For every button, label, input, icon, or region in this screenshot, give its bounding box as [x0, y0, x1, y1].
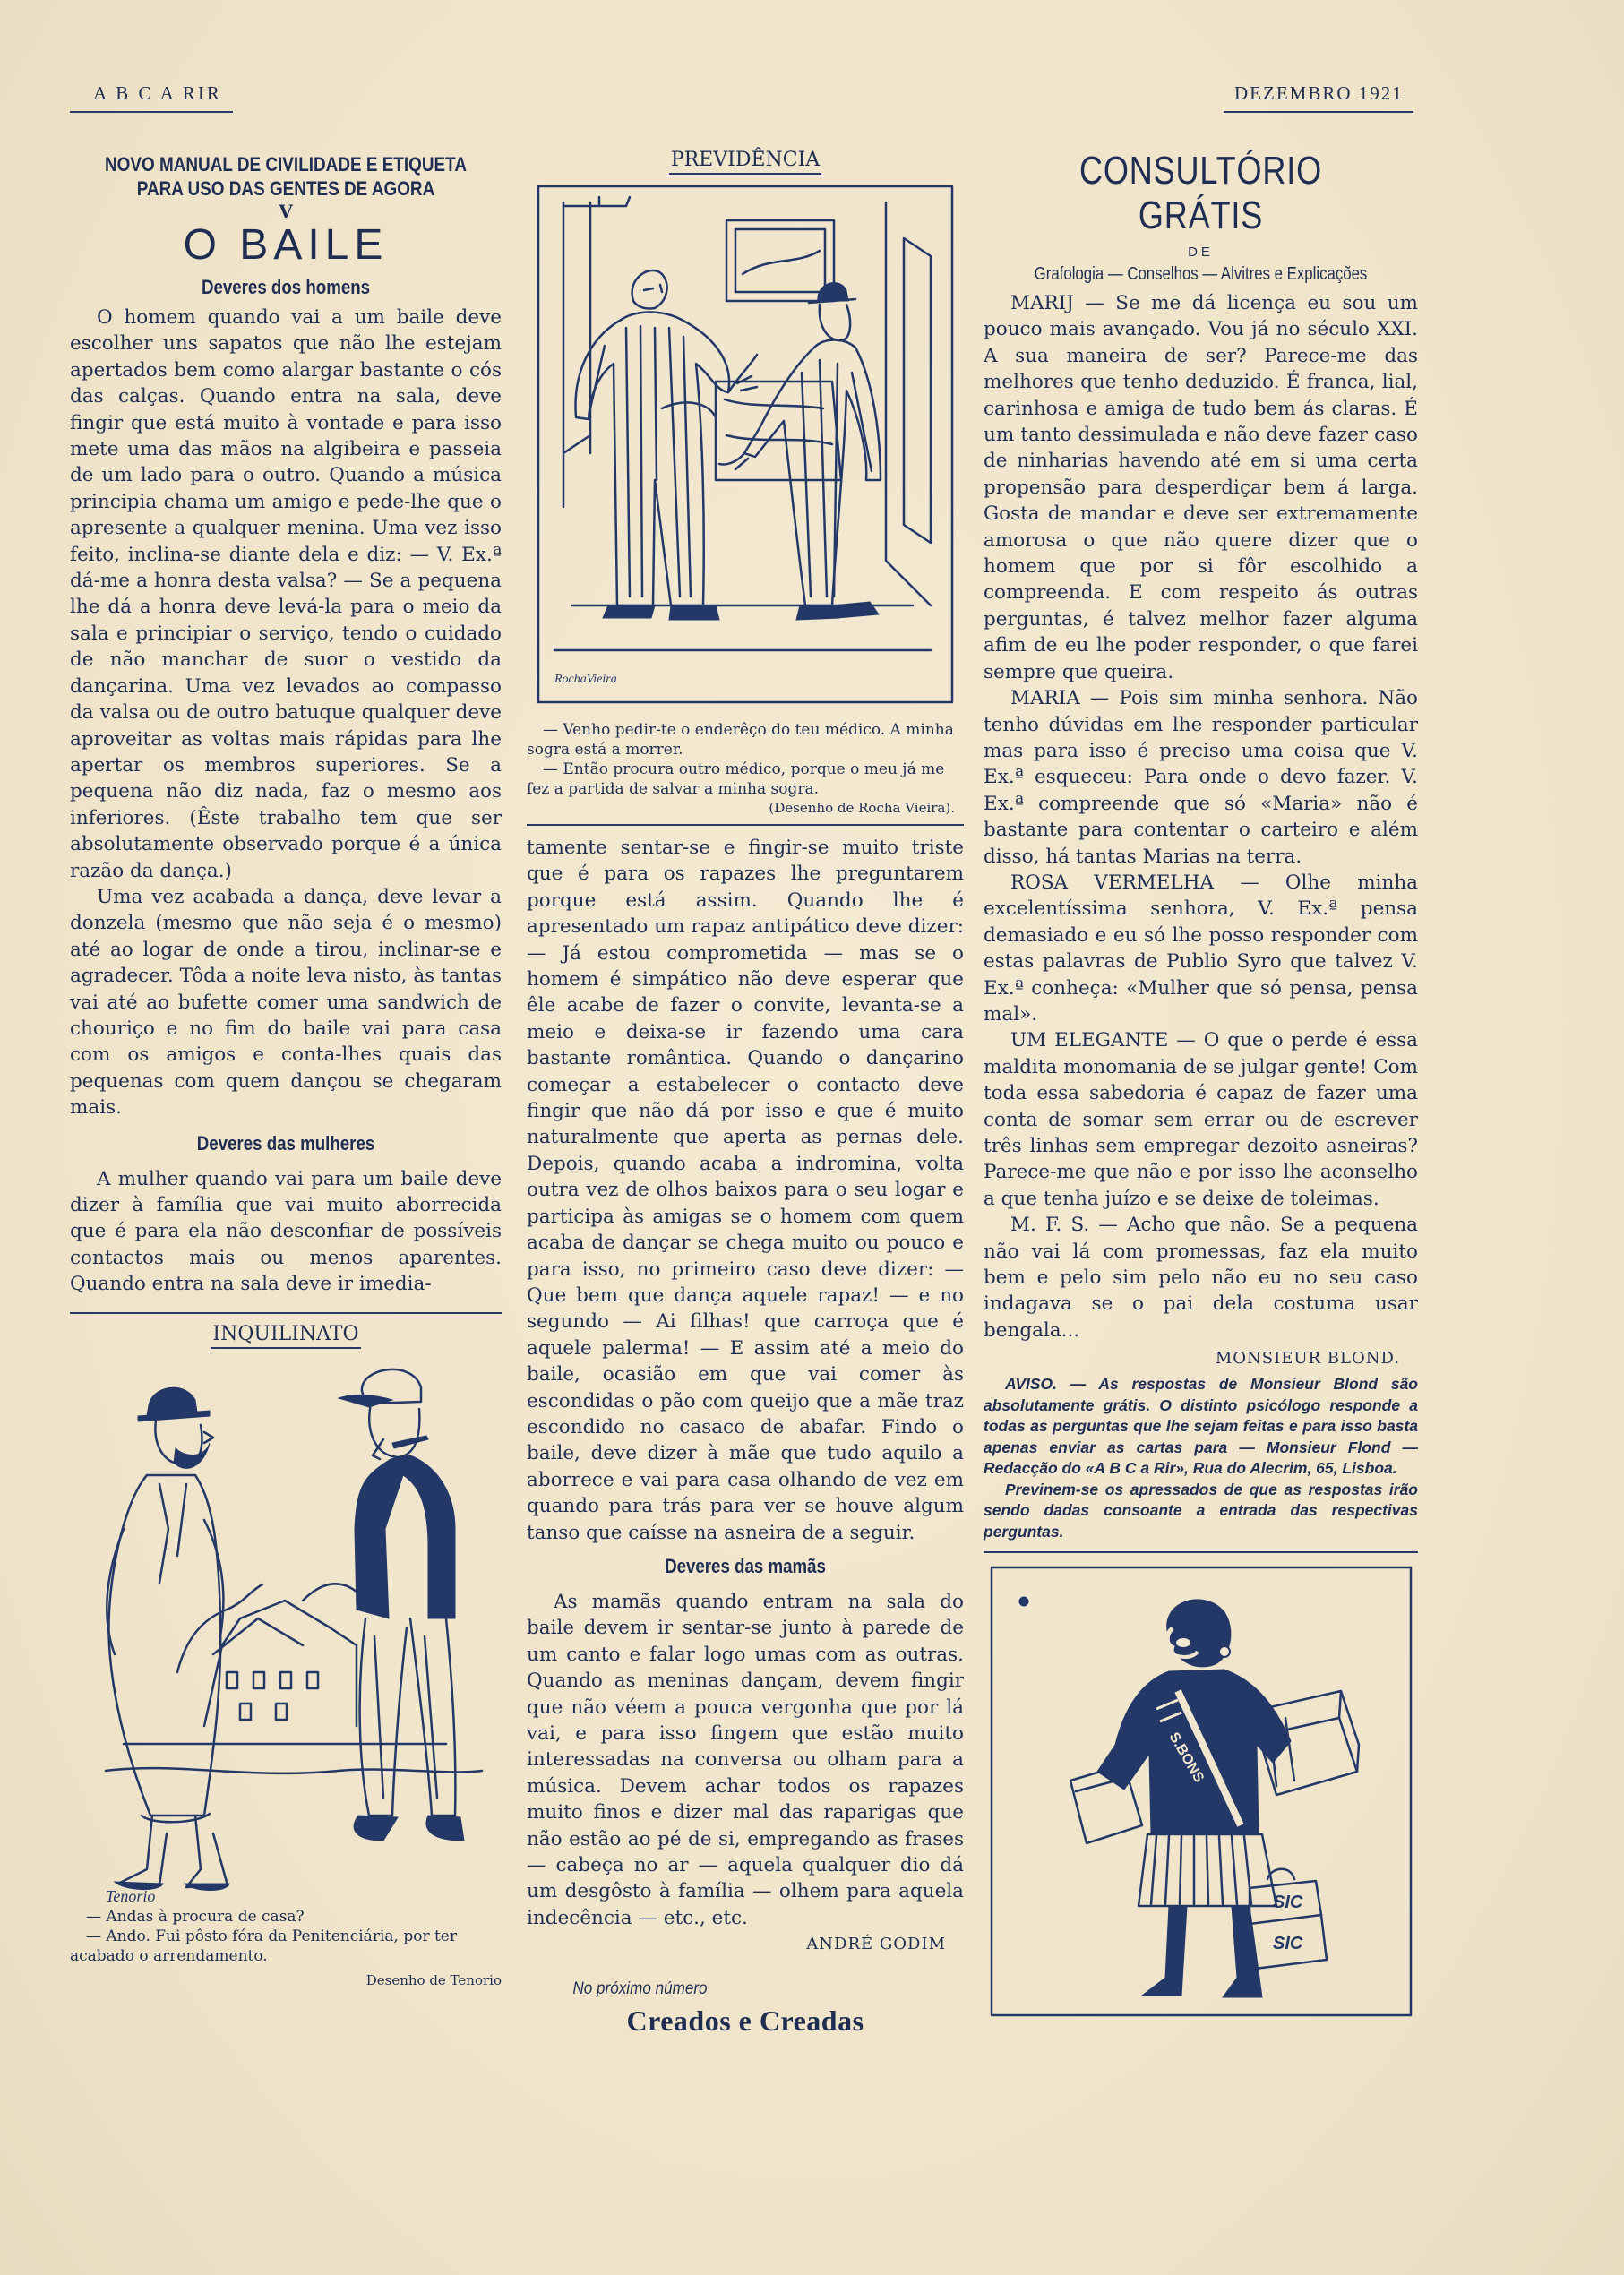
masthead-date: DEZEMBRO 1921: [1234, 82, 1404, 104]
article-body-mothers: [527, 1589, 964, 1931]
next-issue-label: No próximo número: [572, 1979, 708, 1999]
caption-line: — Andas à procura de casa?: [86, 1907, 305, 1926]
answer-marij: MARIJ — Se me dá licença eu sou um pouco mais avançado. Vou já no século XXI. A sua maneira de ser? Parece-me das melhores que tenho deduzido. É franca, lial, carinhosa e amiga de tudo bem ás claras. É um tanto dessimulada e não deve fazer caso de ninharias havendo até em si uma certa propensão para desperdiçar bem á larga. Gosta de mandar e deve ser extremamente amorosa o que não quere dizer que o homem que por si fôr escolhido a compreenda. E com respeito ás outras perguntas, é talvez melhor fazer alguma afim de eu lhe poder responder, o que farei sempre que queira.: [984, 292, 1418, 683]
answer-mfs: M. F. S. — Acho que não. Se a pequena não vai lá com promessas, faz ela muito bem e pelo sim pelo não eu no seu caso indagava se o pai dela costuma usar bengala...: [984, 1214, 1418, 1342]
divider: [527, 824, 964, 826]
box-label: SIC: [1272, 1893, 1302, 1913]
notice-aviso: [984, 1374, 1418, 1542]
thin-man-figure: [719, 282, 881, 620]
paragraph: As mamãs quando entram na sala do baile devem ir sentar-se junto à parede de um canto e falar logo umas com as outras. Quando as meninas dançam, devem fingir que não véem a pouca vergonha que por lá vai, e para isso fingem que estão muito interessadas na conversa ou olham para a música. Devem achar todos os rapazes muito finos e dizer mal das raparigas que não estão ao pé de si, empregando as frases — cabeça no ar — aquela qualquer dio dá um desgôsto à família — olhem para aquela indecência — etc., etc.: [527, 1590, 964, 1929]
porter-figure: [1097, 1600, 1291, 1997]
section-title-de: DE: [1188, 245, 1214, 260]
section-title: CONSULTÓRIO GRÁTIS: [1079, 149, 1322, 237]
masthead-rule-left: [70, 111, 233, 113]
caption-line: — Venho pedir-te o enderêço do teu médico. A minha sogra está a morrer.: [527, 721, 954, 759]
fat-man-striped-suit: [575, 270, 757, 620]
subheading-mothers: Deveres das mamãs: [665, 1554, 826, 1577]
answer-um-elegante: UM ELEGANTE — O que o perde é essa maldita monomania de se julgar gente! Com toda essa sabedoria é capaz de fazer uma conta de somar sem errar ou de escrever três linhas sem empregar dezoito asneiras? Parece-me que não e por isso lhe aconselho a que tenha juízo e se deixe de toleimas.: [984, 1029, 1418, 1210]
advice-answers: [984, 290, 1418, 1344]
next-issue-title: Creados e Creadas: [626, 2005, 864, 2038]
column-consultorio: [984, 149, 1418, 2017]
column-etiquette: [70, 152, 502, 1989]
ink-dot: [1019, 1597, 1028, 1606]
column-previdencia: [527, 149, 964, 2038]
article-title: O BAILE: [183, 221, 389, 269]
cartoon-title-inquilinato: INQUILINATO: [70, 1323, 502, 1346]
notice-paragraph: Previnem-se os apressados de que as respostas irão sendo dadas consoante a entrada das respectivas perguntas.: [984, 1480, 1418, 1541]
illustration-frame: [538, 186, 952, 702]
article-body-continued: [527, 835, 964, 1546]
masthead-rule-right: [1224, 111, 1413, 113]
article-kicker-line2: PARA USO DAS GENTES DE AGORA: [136, 177, 435, 200]
cartoon-two-men-illustration: [70, 1350, 502, 1905]
notice-paragraph: AVISO. — As respostas de Monsieur Blond são absolutamente grátis. O distinto psicólogo responde a todas as perguntas que lhe sejam feitas e para isso basta apenas enviar as cartas para — Monsieur Flond — Redacção do «A B C a Rir», Rua do Alecrim, 65, Lisboa.: [984, 1375, 1418, 1478]
cartoon-signature: RochaVieira: [554, 673, 617, 686]
chapter-number: V: [279, 201, 293, 222]
answer-maria: MARIA — Pois sim minha senhora. Não tenho dúvidas em lhe responder particular mas para isso é preciso uma coisa que V. Ex.ª esqueceu: Para onde o devo fazer. V. Ex.ª compreende que só «Maria» não é bastante para contentar o carteiro e além disso, há tantas Marias na terra.: [984, 687, 1418, 868]
divider: [984, 1551, 1418, 1553]
subheading-women: Deveres das mulheres: [196, 1131, 375, 1155]
box-label: SIC: [1272, 1934, 1302, 1954]
box-label: S.BONS: [1165, 1730, 1207, 1786]
cartoon-two-men-room-illustration: [537, 185, 954, 704]
paragraph: tamente sentar-se e fingir-se muito triste que é para os rapazes lhe preguntarem porque está assim. Quando lhe é apresentado um rapaz antipático deve dizer: — Já estou comprometida — mas se o homem é simpático não deve esperar que êle acabe de fazer o convite, levanta-se a meio e deixa-se ir fazendo uma cara bastante romântica. Quando o dançarino começar a estabelecer o contacto deve fingir que não dá por isso e que é muito naturalmente que aperta as pernas dele. Depois, quando acaba a indromina, volta outra vez de olhos baixos para o seu logar e participa às amigas se o homem com quem acaba de dançar se chega muito ou pouco e para isso, no primeiro caso deve dizer: — Que bem que dança aquele rapaz! — e no segundo — Ai filhas! que carroça que é aquele palerma! — E assim até a meio do baile, ocasião em que vai comer às escondidas o pão com queijo que a mãe traz escondido no casaco de abafar. Findo o baile, deve dizer à mãe que tudo aquilo a aborrece e vai para casa olhando de vez em quando para trás para ver se houve algum tanso que caísse na asneira de a seguir.: [527, 837, 964, 1544]
next-issue-notice: [527, 1979, 964, 2038]
subheading-men: Deveres dos homens: [201, 276, 371, 298]
divider: [70, 1312, 502, 1314]
illustration-credit: Desenho de Tenorio: [365, 1971, 502, 1988]
article-body-men: [70, 305, 502, 1121]
cartoon-caption: [70, 1907, 502, 1966]
caption-line: — Ando. Fui pôsto fóra da Penitenciária, por ter acabado o arrendamento.: [70, 1927, 457, 1965]
paragraph: O homem quando vai a um baile deve escolher uns sapatos que não lhe estejam apertados bem como alargar bastante o cós das calças. Quando entra na sala, deve fingir que está muito à vontade e para isso mete uma das mãos na algibeira e passeia de um lado para o outro. Quando a música principia chama um amigo e pede-lhe que o apresente a qualquer menina. Uma vez isso feito, inclina-se diante dela e diz: — V. Ex.ª dá-me a honra desta valsa? — Se a pequena lhe dá a honra deve levá-la para o meio da sala e principiar o serviço, tendo o cuidado de não manchar de suor o vestido da dançarina. Uma vez levados ao compasso da valsa ou de outro batuque qualquer deve aproveitar as voltas mais rápidas para lhe apertar os membros superiores. Se a pequena não diz nada, faz o mesmo aos inferiores. (Êste trabalho tem que ser absolutamente observado porque é a única razão da dança.): [70, 306, 502, 882]
cartoon-signature: Tenorio: [106, 1886, 156, 1905]
caption-line: — Então procura outro médico, porque o meu já me fez a partida de salvar a minha sogra.: [527, 760, 945, 798]
columnist-signature: MONSIEUR BLOND.: [1215, 1349, 1400, 1369]
illustration-credit: (Desenho de Rocha Vieira).: [769, 800, 955, 816]
cartoon-title-previdencia: PREVIDÊNCIA: [527, 149, 964, 172]
article-body-women: [70, 1166, 502, 1298]
paragraph: A mulher quando vai para um baile deve dizer à família que vai muito aborrecida que é para ela não desconfiar de possíveis contactos mais ou menos aparentes. Quando entra na sala deve ir imedia-: [70, 1167, 502, 1296]
room-background: [554, 197, 931, 650]
masthead-left: A B C A RIR: [93, 82, 222, 104]
cartoon-caption: [527, 720, 964, 799]
section-subtitle: Grafologia — Conselhos — Alvitres e Explicações: [1034, 264, 1368, 284]
answer-rosa-vermelha: ROSA VERMELHA — Olhe minha excelentíssima senhora, V. Ex.ª pensa demasiado e eu só lhe posso responder com estas palavras de Publio Syro que talvez V. Ex.ª conheça: «Mulher que só pensa, pensa mal».: [984, 871, 1418, 1026]
article-kicker-line1: NOVO MANUAL DE CIVILIDADE E ETIQUETA: [104, 153, 468, 176]
porter-illustration: [990, 1566, 1413, 2017]
paragraph: Uma vez acabada a dança, deve levar a donzela (mesmo que não seja é o mesmo) até ao logar de onde a tirou, inclinar-se e agradecer. Tôda a noite leva nisto, às tantas vai até ao bufette comer uma sandwich de chouriço e no fim do baile vai para casa com os amigos e conta-lhes quais das pequenas com quem dançou se chegaram mais.: [70, 885, 502, 1120]
article-author: ANDRÉ GODIM: [806, 1935, 946, 1954]
left-man-figure: [107, 1387, 229, 1890]
